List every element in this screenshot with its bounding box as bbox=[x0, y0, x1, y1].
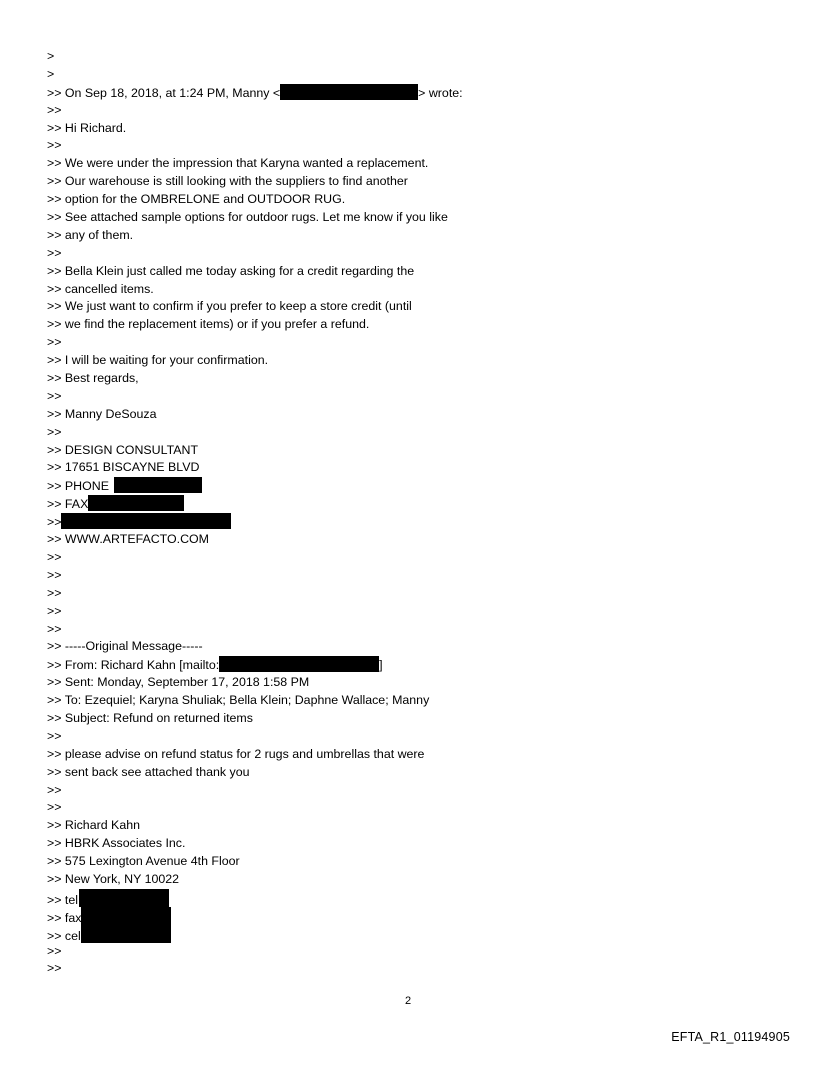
text-line: >> From: Richard Kahn [mailto: bbox=[47, 658, 220, 673]
text-line: >> HBRK Associates Inc. bbox=[47, 836, 186, 851]
redaction-box bbox=[280, 84, 418, 100]
fax-line bbox=[47, 907, 747, 925]
from-line bbox=[47, 656, 747, 674]
text-line: >> Richard Kahn bbox=[47, 818, 140, 833]
text-line: >> cel bbox=[47, 928, 81, 943]
text-line: >> Sent: Monday, September 17, 2018 1:58 PM bbox=[47, 675, 310, 690]
text-line: >> We just want to confirm if you prefer to keep a store credit (until bbox=[47, 299, 412, 314]
text-line: >> 575 Lexington Avenue 4th Floor bbox=[47, 854, 240, 869]
redaction-box bbox=[81, 907, 171, 925]
text-line: >> Manny DeSouza bbox=[47, 406, 157, 421]
text-line: >> bbox=[47, 728, 62, 743]
redaction-box bbox=[114, 477, 202, 493]
text-line: >> See attached sample options for outdoor rugs. Let me know if you like bbox=[47, 210, 448, 225]
text-line: >> option for the OMBRELONE and OUTDOOR RUG. bbox=[47, 192, 346, 207]
text-line: >> Subject: Refund on returned items bbox=[47, 710, 253, 725]
text-line: >> any of them. bbox=[47, 227, 134, 242]
text-line: >> bbox=[47, 961, 62, 976]
text-line: >> FAX bbox=[47, 497, 89, 512]
text-line: >> bbox=[47, 943, 62, 958]
text-line: >> I will be waiting for your confirmation. bbox=[47, 353, 269, 368]
text-line: >> Best regards, bbox=[47, 371, 139, 386]
redaction-box bbox=[61, 513, 231, 529]
email-body bbox=[47, 48, 747, 978]
text-line: >> Our warehouse is still looking with the suppliers to find another bbox=[47, 174, 408, 189]
text-line: >> New York, NY 10022 bbox=[47, 871, 180, 886]
text-line: >> WWW.ARTEFACTO.COM bbox=[47, 532, 210, 547]
text-line: >> bbox=[47, 245, 62, 260]
redaction-box bbox=[81, 925, 171, 943]
text-line: >> bbox=[47, 424, 62, 439]
text-line: >> cancelled items. bbox=[47, 281, 154, 296]
cell-line bbox=[47, 925, 747, 943]
fax-line bbox=[47, 495, 747, 513]
text-line: >> fax bbox=[47, 910, 82, 925]
redaction-box bbox=[88, 495, 184, 511]
text-line: >> bbox=[47, 603, 62, 618]
text-line: >> sent back see attached thank you bbox=[47, 764, 250, 779]
text-line: >> please advise on refund status for 2 rugs and umbrellas that were bbox=[47, 746, 425, 761]
text-line: ] bbox=[379, 658, 383, 673]
text-line: >> Bella Klein just called me today asking for a credit regarding the bbox=[47, 263, 415, 278]
email-line bbox=[47, 513, 747, 531]
text-line: >> bbox=[47, 567, 62, 582]
text-line: > bbox=[47, 49, 55, 63]
text-line: >> -----Original Message----- bbox=[47, 639, 203, 654]
tel-line bbox=[47, 889, 747, 907]
text-line: >> tel bbox=[47, 892, 79, 907]
text-line: >> To: Ezequiel; Karyna Shuliak; Bella Klein; Daphne Wallace; Manny bbox=[47, 693, 430, 708]
text-line: >> bbox=[47, 515, 62, 530]
text-line: >> bbox=[47, 388, 62, 403]
text-line: > bbox=[47, 66, 55, 81]
text-line: >> bbox=[47, 782, 62, 797]
text-line: >> bbox=[47, 621, 62, 636]
text-line: >> 17651 BISCAYNE BLVD bbox=[47, 460, 200, 475]
redaction-box bbox=[219, 656, 379, 672]
text-line: >> bbox=[47, 335, 62, 350]
text-line: >> PHONE bbox=[47, 479, 109, 494]
text-line: > wrote: bbox=[418, 85, 463, 100]
text-line: >> On Sep 18, 2018, at 1:24 PM, Manny < bbox=[47, 85, 281, 100]
quote-header-line bbox=[47, 84, 747, 102]
text-line: >> bbox=[47, 549, 62, 564]
document-id: EFTA_R1_01194905 bbox=[671, 1030, 790, 1044]
phone-line bbox=[47, 477, 747, 495]
text-line: >> bbox=[47, 800, 62, 815]
redaction-box bbox=[79, 889, 169, 907]
page-number: 2 bbox=[404, 995, 412, 1007]
text-line: >> DESIGN CONSULTANT bbox=[47, 442, 199, 457]
text-line: >> Hi Richard. bbox=[47, 120, 127, 135]
text-line: >> we find the replacement items) or if you prefer a refund. bbox=[47, 317, 370, 332]
text-line: >> bbox=[47, 102, 62, 117]
text-line: >> bbox=[47, 585, 62, 600]
text-line: >> bbox=[47, 138, 62, 153]
text-line: >> We were under the impression that Karyna wanted a replacement. bbox=[47, 156, 429, 171]
